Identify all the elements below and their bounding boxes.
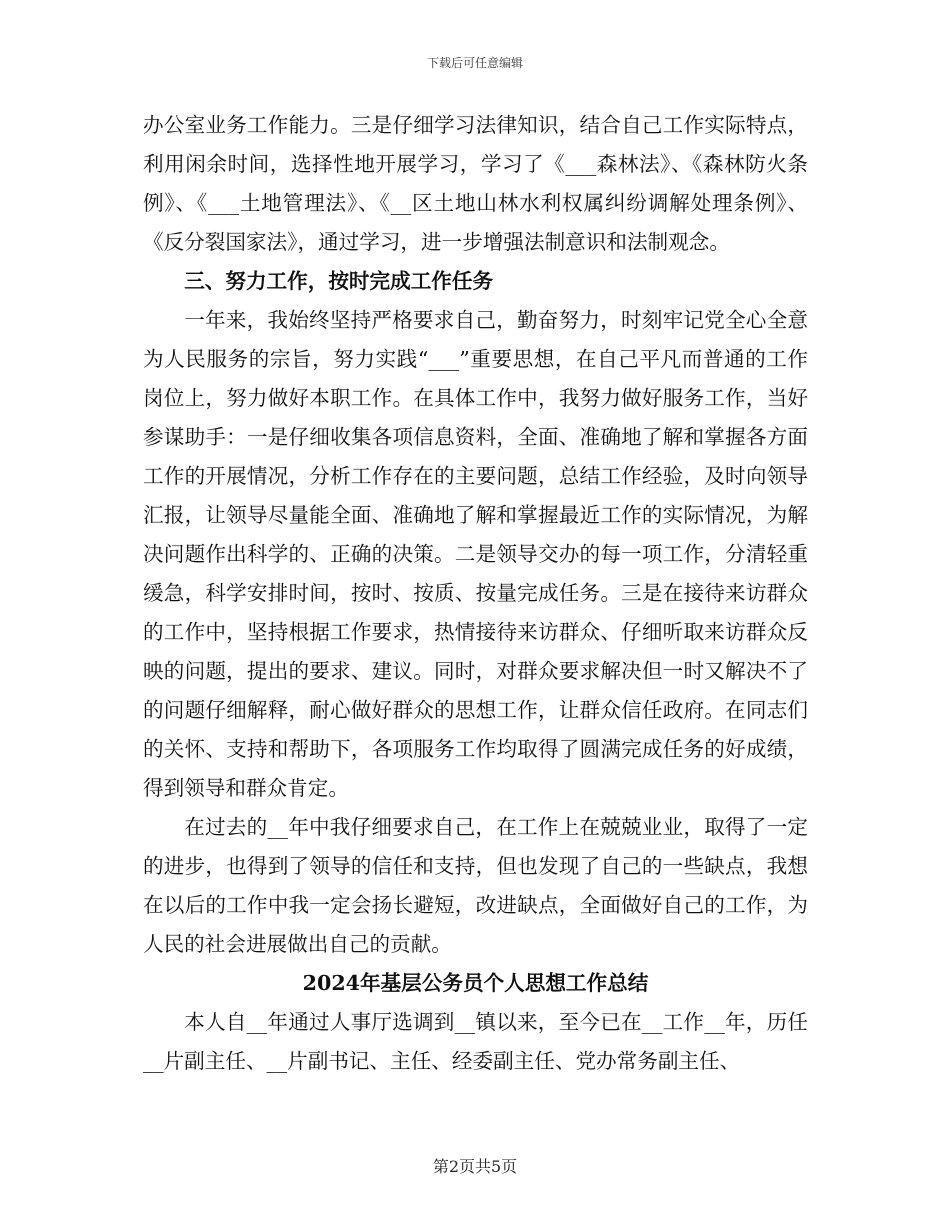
paragraph-legal-study: 办公室业务工作能力。三是仔细学习法律知识，结合自己工作实际特点，利用闲余时间，选择性地开展学习，学习了《___森林法》、《森林防火条例》、《___土地管理法》、《__区土地山林水利权属纠纷调解处理条例》、《反分裂国家法》，通过学习，进一步增强法制意识和法制观念。 (143, 113, 808, 254)
paragraph-work-duties: 一年来，我始终坚持严格要求自己，勤奋努力，时刻牢记党全心全意为人民服务的宗旨，努力实践“___”重要思想，在自己平凡而普通的工作岗位上，努力做好本职工作。在具体工作中，我努力做好服务工作，当好参谋助手：一是仔细收集各项信息资料，全面、准确地了解和掌握各方面工作的开展情况，分析工作存在的主要问题，总结工作经验，及时向领导汇报，让领导尽量能全面、准确地了解和掌握最近工作的实际情况，为解决问题作出科学的、正确的决策。二是领导交办的每一项工作，分清轻重缓急，科学安排时间，按时、按质、按量完成任务。三是在接待来访群众的工作中，坚持根据工作要求，热情接待来访群众、仔细听取来访群众反映的问题，提出的要求、建议。同时，对群众要求解决但一时又解决不了的问题仔细解释，耐心做好群众的思想工作，让群众信任政府。在同志们的关怀、支持和帮助下，各项服务工作均取得了圆满完成任务的好成绩，得到领导和群众肯定。 (143, 308, 808, 800)
document-title: 2024年基层公务员个人思想工作总结 (302, 971, 649, 995)
section-heading-3: 三、努力工作，按时完成工作任务 (184, 269, 494, 293)
header-note: 下载后可任意编辑 (426, 56, 523, 70)
document-body (143, 106, 808, 1081)
paragraph-career-history: 本人自__年通过人事厅选调到__镇以来，至今已在__工作__年，历任__片副主任、__片副书记、主任、经委副主任、党办常务副主任、 (143, 1010, 808, 1073)
paragraph-self-reflection: 在过去的__年中我仔细要求自己，在工作上在兢兢业业，取得了一定的进步，也得到了领导的信任和支持，但也发现了自己的一些缺点，我想在以后的工作中我一定会扬长避短，改进缺点，全面做好自己的工作，为人民的社会进展做出自己的贡献。 (143, 815, 808, 956)
page-number: 第2页共5页 (432, 1157, 518, 1176)
